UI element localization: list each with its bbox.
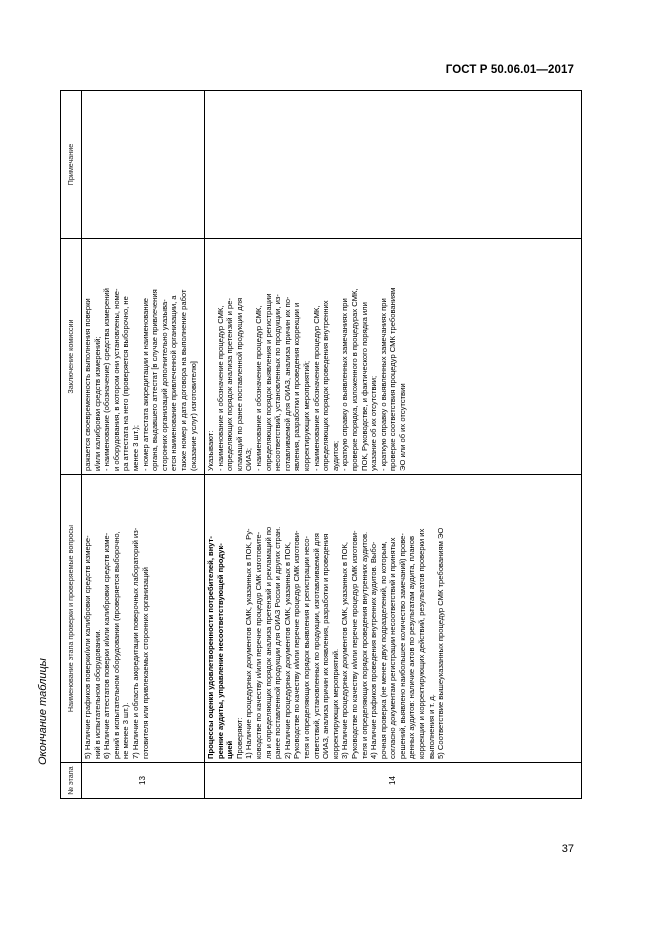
stage-text-line: 5) Соответствие вышеуказанных процедур СМК требованиям ЭО <box>436 527 446 759</box>
conclusion-text-line: органа, выдавшего аттестат [в случае привлечения <box>150 289 160 471</box>
column-header-conclusion: Заключение комиссии <box>61 239 82 475</box>
conclusion-cell <box>82 239 205 475</box>
conclusion-text-line: - наименование и обозначение процедур СМК, <box>253 305 263 471</box>
conclusion-text-line: и оборудования, в котором они установлены, номе- <box>111 288 121 471</box>
stage-text-line: ОИАЗ, анализа причин их появления, разработки и проведения <box>321 533 331 759</box>
conclusion-text-line: определяющих порядок выявления и регистрации <box>263 293 273 471</box>
stage-text-line: ранее поставленной продукции для ОИАЗ России и других стран. <box>273 526 283 759</box>
stage-text-line: Проверяют: <box>234 717 244 759</box>
stage-text-line: ний в испытательном оборудовании. <box>92 629 102 759</box>
table-row <box>82 91 205 799</box>
stage-text-line: готовителя или привлекаемых сторонних организаций <box>140 567 150 759</box>
table-header-row <box>61 91 82 799</box>
conclusion-text-line: Указывают: <box>206 430 215 471</box>
conclusion-text-line: определяющих порядок анализа претензий и ре- <box>225 298 235 471</box>
conclusion-text-line: - номер аттестата аккредитации и наименование <box>140 297 150 471</box>
conclusion-text-line: ЭО или об их отсутствии <box>397 383 407 471</box>
conclusion-text-line: проверке порядка, изложенного в процедурах СМК, <box>349 288 359 471</box>
note-cell <box>82 91 205 239</box>
stage-text-line: корректирующих мероприятий. <box>330 648 340 759</box>
page-number: 37 <box>561 843 574 855</box>
conclusion-text-line: - краткую справку о выявленных замечаниях при <box>378 298 388 471</box>
stage-name-cell <box>205 475 582 763</box>
conclusion-cell <box>205 239 582 475</box>
stage-text-line: ля и определяющих порядок анализа претензий и рекламаций по <box>263 526 273 759</box>
stage-text-line: согласно документам регистрации несоответствий и принятых <box>388 537 398 759</box>
stage-text-line: денных аудитов: наличие актов по результатам аудита, планов <box>407 536 417 759</box>
conclusion-text-line: явления, разработки и проведения коррекции и <box>292 302 302 471</box>
standard-header: ГОСТ Р 50.06.01—2017 <box>445 64 574 76</box>
stage-text-line: теля и определяющих порядок проведения внутренних аудитов. <box>359 531 369 759</box>
conclusion-text-line: кламаций по ранее поставленной продукции для <box>234 297 244 471</box>
stage-text-line: Руководстве по качеству и/или перечне процедур СМК изготови- <box>349 530 359 759</box>
conclusion-text-line: - краткую справку о выявленных замечаниях при <box>340 298 350 471</box>
stage-text-line: рений в испытательном оборудовании (проверяется выборочно, <box>111 531 121 759</box>
conclusion-text-line: - наименование и обозначение процедур СМК, <box>215 305 225 471</box>
stage-name-cell <box>82 475 205 763</box>
conclusion-text-line: ПОК, Руководстве, и фактического порядка или <box>359 302 369 471</box>
conclusion-text-line: указание об их отсутствии; <box>369 375 379 471</box>
stage-number: 14 <box>205 763 582 799</box>
stage-text-line: теля и определяющих порядок выявления и регистрации несо- <box>301 536 311 759</box>
conclusion-text-line: (оказание услуг) изготовителю] <box>188 361 198 471</box>
stage-text-line: 7) Наличие и область аккредитации поверочных лабораторий из- <box>130 527 140 759</box>
conclusion-text-line: ОИАЗ; <box>244 447 254 471</box>
stage-text-line: 5) Наличие графиков поверки/или калибровки средств измере- <box>83 535 92 759</box>
stage-text-line: коррекции и корректирующих действий, результатов проверки их <box>417 528 427 759</box>
column-header-note: Примечание <box>61 91 82 239</box>
conclusion-text-line: корректирующих мероприятий; <box>301 360 311 471</box>
conclusion-text-line: ра аттестата на него (проверяется выборочно, не <box>121 296 131 471</box>
stage-text-line: ответствий, установленных по продукции, изготавливаемой для <box>311 533 321 759</box>
stage-text-line: ководстве по качеству и/или перечне процедур СМК изготовите- <box>253 531 263 759</box>
conclusion-text-line: определяющих порядок проведения внутренних <box>321 300 331 471</box>
column-header-stage-name: Наименование этапа проверки и проверяемые вопросы <box>61 475 82 763</box>
stage-text-line: 1) Наличие процедурных документов СМК, указанных в ПОК, Ру- <box>244 528 254 759</box>
stage-text-line: Руководстве по качеству и/или перечне процедур СМК изготови- <box>292 530 302 759</box>
inspection-table <box>60 90 582 799</box>
conclusion-text-line: также номер и дата договора на выполнение работ <box>178 289 188 471</box>
stage-title-line: ренние аудиты, управление несоответствующей продук- <box>215 543 225 759</box>
stage-text-line: рочная проверка (не менее двух подразделений, по которым, <box>378 541 388 759</box>
conclusion-text-line: и/или калибровки средств измерений; <box>92 336 102 471</box>
conclusion-text-line: готавливаемой для ОИАЗ, анализа причин их по- <box>282 296 292 471</box>
column-header-number: № этапа <box>61 763 82 799</box>
conclusion-text-line: ется наименование привлеченной организации, а <box>169 295 179 471</box>
stage-number: 13 <box>82 763 205 799</box>
stage-text-line: 2) Наличие процедурных документов СМК, указанных в ПОК, <box>282 541 292 759</box>
stage-text-line: решений, выявлено наибольшее количество замечаний) прове- <box>397 533 407 759</box>
conclusion-text-line: ражается своевременность выполнения поверки <box>83 298 92 471</box>
conclusion-text-line: проверке соответствия процедур СМК требованиям <box>388 287 398 471</box>
rotated-table-wrapper <box>60 91 582 799</box>
stage-text-line: 3) Наличие процедурных документов СМК, указанных в ПОК, <box>340 541 350 759</box>
stage-title-line: Процессы оценки удовлетворенности потребителей, внут- <box>206 536 215 759</box>
stage-title-line: цией <box>225 740 235 759</box>
stage-text-line: 4) Наличие графиков проведения внутренних аудитов. Выбо- <box>369 541 379 759</box>
conclusion-text-line: - наименование (обозначение) средства измерений <box>102 288 112 471</box>
note-cell <box>205 91 582 239</box>
table-continuation-label: Окончание таблицы <box>37 658 49 765</box>
table-row <box>205 91 582 799</box>
conclusion-text-line: аудитов; <box>330 440 340 471</box>
stage-text-line: выполнения и т. д. <box>426 694 436 759</box>
conclusion-text-line: сторонних организаций дополнительно указыва- <box>159 299 169 471</box>
stage-text-line: 6) Наличие аттестатов поверки и/или калибровки средств изме- <box>102 532 112 759</box>
stage-text-line: не менее 3 шт.). <box>121 702 131 759</box>
conclusion-text-line: менее 3 шт.); <box>130 424 140 471</box>
conclusion-text-line: - наименование и обозначение процедур СМК, <box>311 305 321 471</box>
conclusion-text-line: несоответствий, установленных по продукции, из- <box>273 294 283 471</box>
